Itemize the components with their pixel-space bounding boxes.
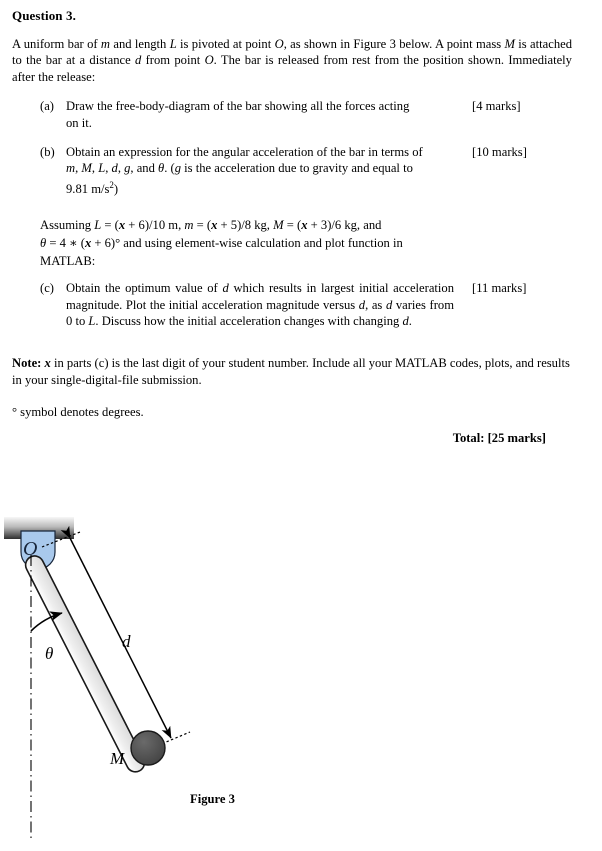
part-a-text: Draw the free-body-diagram of the bar showing all the forces acting on it. bbox=[66, 99, 410, 130]
part-a bbox=[12, 98, 590, 131]
part-b-text: Obtain an expression for the angular acceleration of the bar in terms of m, M, L, d, g, and θ. (g is the acceleration due to gravity and equal to 9.81 $m/s^2$) bbox=[66, 145, 423, 197]
part-c-text: Obtain the optimum value of d which results in largest initial acceleration magnitude. Plot the initial acceleration magnitude versus d, as d varies from 0 to L. Discuss how the initial acceleration changes with changing d. bbox=[66, 281, 454, 329]
part-c-label: (c) bbox=[40, 281, 54, 296]
part-c-marks: [11 marks] bbox=[472, 281, 527, 296]
page-title: Question 3. bbox=[12, 8, 76, 23]
part-b bbox=[12, 144, 590, 197]
part-a-marks: [4 marks] bbox=[472, 99, 521, 114]
theta-label: θ bbox=[45, 644, 54, 663]
intro-paragraph: A uniform bar of m and length L is pivoted at point O, as shown in Figure 3 below. A point mass M is attached to the bar at a distance d from point O. The bar is released from rest from the position shown. Immediately after the release: bbox=[12, 37, 572, 84]
pivot-label-O: O bbox=[23, 538, 38, 560]
d-label: d bbox=[122, 632, 131, 651]
uniform-bar bbox=[23, 553, 148, 775]
part-b-label: (b) bbox=[40, 145, 55, 160]
note-paragraph: Note: x in parts (c) is the last digit of your student number. Include all your MATLAB codes, plots, and results in your single-digital-file submission. bbox=[12, 356, 570, 387]
assuming-paragraph: Assuming L = (x + 6)/10 m, m = (x + 5)/8 kg, M = (x + 3)/6 kg, and θ = 4 ∗ (x + 6)° and using element-wise calculation and plot function in MATLAB: bbox=[40, 218, 403, 268]
note-label: Note: bbox=[12, 356, 42, 371]
question-content bbox=[12, 8, 590, 446]
mass-label-M: M bbox=[110, 749, 125, 768]
total-marks: Total: [25 marks] bbox=[452, 430, 546, 445]
part-c bbox=[12, 280, 590, 329]
degree-note: ° symbol denotes degrees. bbox=[12, 405, 144, 420]
figure-3-diagram bbox=[0, 505, 300, 845]
part-a-label: (a) bbox=[40, 99, 54, 114]
d-dimension-line bbox=[70, 538, 171, 738]
figure-caption: Figure 3 bbox=[190, 792, 235, 806]
part-b-marks: [10 marks] bbox=[472, 145, 527, 160]
point-mass-M bbox=[131, 731, 165, 765]
